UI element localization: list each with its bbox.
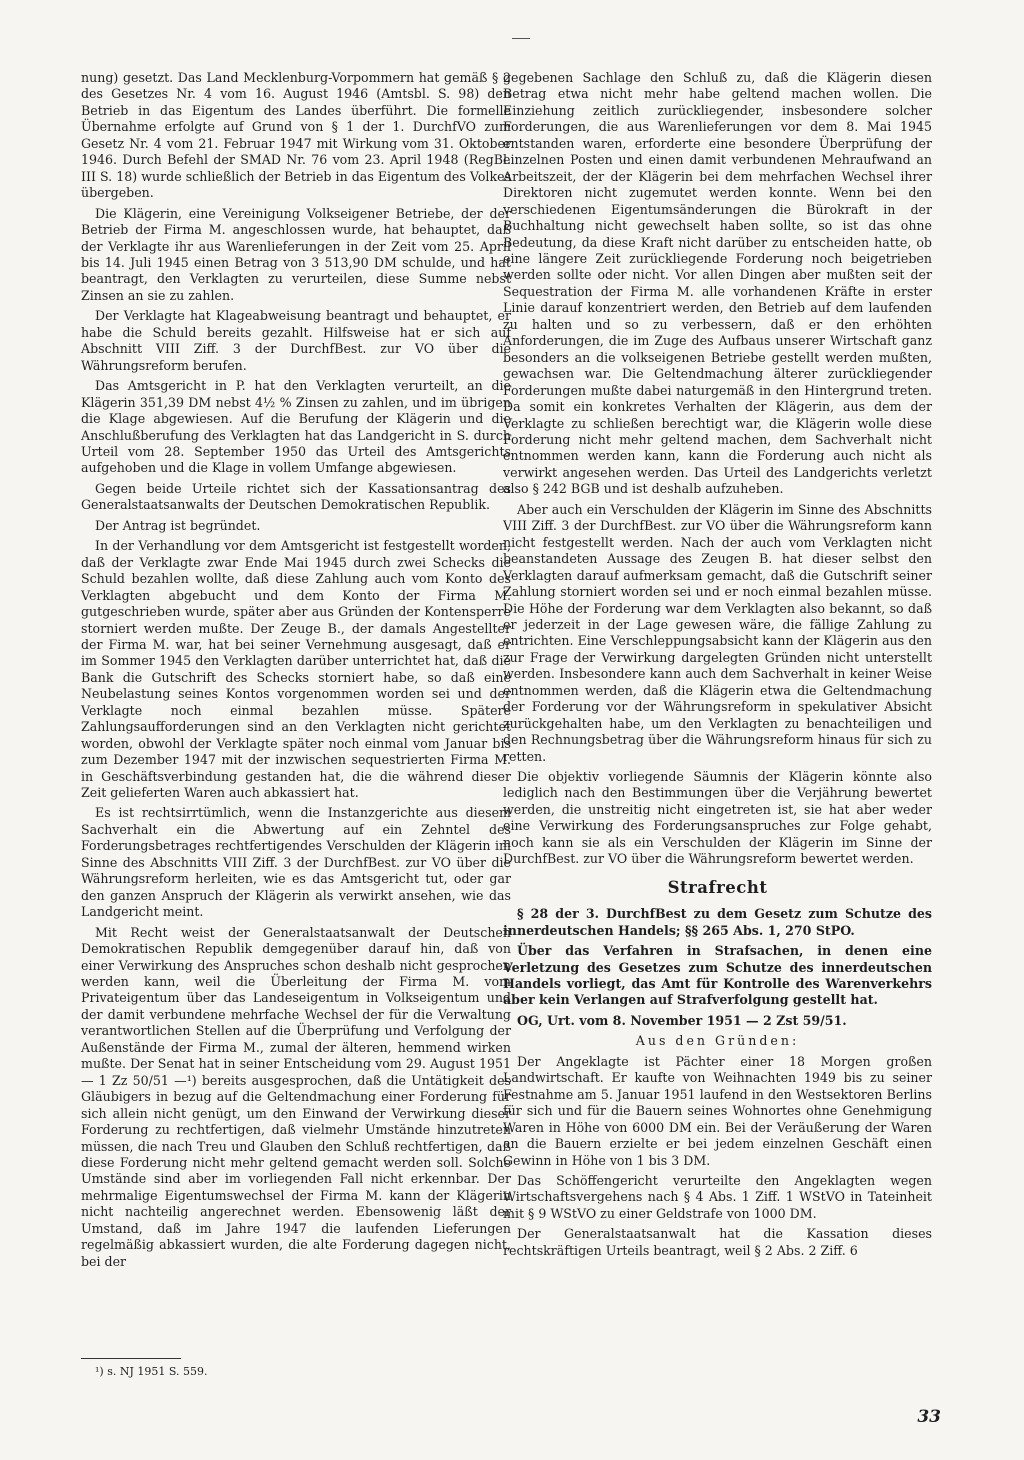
paragraph: Mit Recht weist der Generalstaatsanwalt der Deutschen Demokratischen Republik demgegenüber darauf hin, daß von einer Verwirkung des Anspruches schon deshalb nicht gesprochen werden kann, weil die Überleitung der Firma M. vom Privateigentum über das Landeseigentum in Volkseigentum und der damit verbundene mehrfache Wechsel der für die Verwaltung verantwortlichen Stellen auf die Überprüfung und Verfolgung der Außenstände der Firma M., zumal der älteren, hemmend wirken mußte. Der Senat hat in seiner Entscheidung vom 29. August 1951 — 1 Zz 50/51 —¹) bereits ausgesprochen, daß die Untätigkeit des Gläubigers in bezug auf die Geltendmachung einer Forderung für sich allein nicht genügt, um den Einwand der Verwirkung dieser Forderung zu rechtfertigen, daß vielmehr Umstände hinzutreten müssen, die nach Treu und Glauben den Schluß rechtfertigen, daß diese Forderung nicht mehr geltend gemacht werden soll. Solche Umstände sind aber im vorliegenden Fall nicht erkennbar. Der mehrmalige Eigentumswechsel der Firma M. kann der Klägerin nicht nachteilig angerechnet werden. Ebensowenig läßt der Umstand, daß im Jahre 1947 die laufenden Lieferungen regelmäßig abkassiert wurden, die alte Forderung dagegen nicht, bei der	[81, 924, 511, 1269]
top-mark	[512, 38, 530, 39]
paragraph: Der Angeklagte ist Pächter einer 18 Morgen großen Landwirtschaft. Er kaufte von Weihnachten 1949 bis zu seiner Festnahme am 5. Januar 1951 laufend in den Westsektoren Berlins für sich und für die Bauern seines Wohnortes ohne Genehmigung Waren in Höhe von 6000 DM ein. Bei der Veräußerung der Waren an die Bauern erzielte er bei jedem einzelnen Geschäft einen Gewinn in Höhe von 1 bis 3 DM.	[503, 1053, 932, 1168]
paragraph: Der Antrag ist begründet.	[95, 517, 261, 533]
right-column	[503, 70, 932, 1263]
case-citation: OG, Urt. vom 8. November 1951 — 2 Zst 59/51.	[517, 1012, 847, 1028]
section-heading: Strafrecht	[667, 877, 768, 897]
left-column	[81, 70, 511, 1274]
paragraph: Es ist rechtsirrtümlich, wenn die Instanzgerichte aus diesem Sachverhalt ein die Abwertung auf ein Zehntel des Forderungsbetrages rechtfertigendes Verschulden der Klägerin im Sinne des Abschnitts VIII Ziff. 3 der DurchfBest. zur VO über die Währungsreform herleiten, wie es das Amtsgericht tut, oder gar den ganzen Anspruch der Klägerin als verwirkt ansehen, wie das Landgericht meint.	[81, 805, 511, 920]
paragraph: Das Amtsgericht in P. hat den Verklagten verurteilt, an die Klägerin 351,39 DM nebst 4½ % Zinsen zu zahlen, und im übrigen die Klage abgewiesen. Auf die Berufung der Klägerin und die Anschlußberufung des Verklagten hat das Landgericht in S. durch Urteil vom 28. September 1950 das Urteil des Amtsgerichts aufgehoben und die Klage in vollem Umfange abgewiesen.	[81, 378, 511, 476]
paragraph: In der Verhandlung vor dem Amtsgericht ist festgestellt worden, daß der Verklagte zwar Ende Mai 1945 durch zwei Schecks die Schuld bezahlen wollte, daß diese Zahlung auch vom Konto des Verklagten abgebucht und dem Konto der Firma M. gutgeschrieben wurde, später aber aus Gründen der Kontensperre storniert werden mußte. Der Zeuge B., der damals Angestellter der Firma M. war, hat bei seiner Vernehmung ausgesagt, daß er im Sommer 1945 den Verklagten darüber unterrichtet hat, daß die Bank die Gutschrift des Schecks storniert habe, so daß eine Neubelastung seines Kontos vorgenommen worden sei und der Verklagte noch einmal bezahlen müsse. Spätere Zahlungsaufforderungen sind an den Verklagten nicht gerichtet worden, obwohl der Verklagte später noch einmal vom Januar bis zum Dezember 1947 mit der inzwischen sequestrierten Firma M. in Geschäftsverbindung gestanden hat, die die während dieser Zeit gelieferten Waren auch abkassiert hat.	[81, 538, 511, 801]
paragraph: Das Schöffengericht verurteilte den Angeklagten wegen Wirtschaftsvergehens nach § 4 Abs. 1 Ziff. 1 WStVO in Tateinheit mit § 9 WStVO zu einer Geldstrafe von 1000 DM.	[503, 1173, 932, 1221]
paragraph: Die Klägerin, eine Vereinigung Volkseigener Betriebe, der der Betrieb der Firma M. angeschlossen wurde, hat behauptet, daß der Verklagte ihr aus Warenlieferungen in der Zeit vom 25. April bis 14. Juli 1945 einen Betrag von 3 513,90 DM schulde, und hat beantragt, den Verklagten zu verurteilen, diese Summe nebst Zinsen an sie zu zahlen.	[81, 205, 511, 303]
paragraph: Gegen beide Urteile richtet sich der Kassationsantrag des Generalstaatsanwalts der Deutschen Demokratischen Republik.	[81, 480, 511, 513]
paragraph: Aber auch ein Verschulden der Klägerin im Sinne des Abschnitts VIII Ziff. 3 der DurchfBest. zur VO über die Währungsreform kann nicht festgestellt werden. Nach der auch vom Verklagten nicht beanstandeten Aussage des Zeugen B. hat dieser selbst den Verklagten darauf aufmerksam gemacht, daß die Gutschrift seiner Zahlung storniert worden sei und er noch einmal bezahlen müsse. Die Höhe der Forderung war dem Verklagten also bekannt, so daß er jederzeit in der Lage gewesen wäre, die fällige Zahlung zu entrichten. Eine Verschleppungsabsicht kann der Klägerin aus den zur Frage der Verwirkung dargelegten Gründen nicht unterstellt werden. Insbesondere kann auch dem Sachverhalt in keiner Weise entnommen werden, daß die Klägerin etwa die Geltendmachung der Forderung vor der Währungsreform in spekulativer Absicht zurückgehalten habe, um den Verklagten zu benachteiligen und den Rechnungsbetrag über die Währungsreform hinaus für sich zu retten.	[503, 501, 932, 764]
grounds-label: Aus den Gründen:	[635, 1033, 800, 1049]
footnote: ¹) s. NJ 1951 S. 559.	[95, 1365, 208, 1378]
paragraph: gegebenen Sachlage den Schluß zu, daß die Klägerin diesen Betrag etwa nicht mehr habe geltend machen wollen. Die Einziehung zeitlich zurückliegender, insbesondere solcher Forderungen, die aus Warenlieferungen vor dem 8. Mai 1945 entstanden waren, erforderte eine besondere Überprüfung der einzelnen Posten und einen damit verbundenen Mehraufwand an Arbeitszeit, der der Klägerin bei dem mehrfachen Wechsel ihrer Direktoren nicht zugemutet werden konnte. Wenn bei den verschiedenen Eigentumsänderungen die Bürokraft in der Buchhaltung nicht gewechselt haben sollte, so ist das ohne Bedeutung, da diese Kraft nicht darüber zu entscheiden hatte, ob eine längere Zeit zurückliegende Forderung noch beigetrieben werden sollte oder nicht. Vor allen Dingen aber mußten seit der Sequestration der Firma M. alle vorhandenen Kräfte in erster Linie darauf konzentriert werden, den Betrieb auf dem laufenden zu halten und so zu verbessern, daß er den erhöhten Anforderungen, die im Zuge des Aufbaus unserer Wirtschaft ganz besonders an die volkseigenen Betriebe gestellt werden mußten, gewachsen war. Die Geltendmachung älterer zurückliegender Forderungen mußte dabei naturgemäß in den Hintergrund treten. Da somit ein konkretes Verhalten der Klägerin, aus dem der Verklagte zu schließen berechtigt war, die Klägerin wolle diese Forderung nicht mehr geltend machen, dem Sachverhalt nicht entnommen werden kann, kann die Forderung auch nicht als verwirkt angesehen werden. Das Urteil des Landgerichts verletzt also § 242 BGB und ist deshalb aufzuheben.	[503, 70, 932, 497]
footnote-divider	[81, 1358, 181, 1359]
headnote-statute: § 28 der 3. DurchfBest zu dem Gesetz zum Schutze des innerdeutschen Handels; §§ 265 Abs. 1, 270 StPO.	[503, 906, 932, 938]
headnote-summary: Über das Verfahren in Strafsachen, in denen eine Verletzung des Gesetzes zum Schutze des innerdeutschen Handels vorliegt, das Amt für Kontrolle des Warenverkehrs aber kein Verlangen auf Strafverfolgung gestellt hat.	[503, 943, 932, 1008]
paragraph: Der Generalstaatsanwalt hat die Kassation dieses rechtskräftigen Urteils beantragt, weil § 2 Abs. 2 Ziff. 6	[503, 1226, 932, 1258]
paragraph: Die objektiv vorliegende Säumnis der Klägerin könnte also lediglich nach den Bestimmungen über die Verjährung bewertet werden, die unstreitig nicht eingetreten ist, sie hat aber weder eine Verwirkung des Forderungsanspruches zur Folge gehabt, noch kann sie als ein Verschulden der Klägerin im Sinne der DurchfBest. zur VO über die Währungsreform bewertet werden.	[503, 769, 932, 867]
paragraph: Der Verklagte hat Klageabweisung beantragt und behauptet, er habe die Schuld bereits gezahlt. Hilfsweise hat er sich auf Abschnitt VIII Ziff. 3 der DurchfBest. zur VO über die Währungsreform berufen.	[81, 308, 511, 373]
paragraph: nung) gesetzt. Das Land Mecklenburg-Vorpommern hat gemäß § 2 des Gesetzes Nr. 4 vom 16. August 1946 (Amtsbl. S. 98) den Betrieb in das Eigentum des Landes überführt. Die formelle Übernahme erfolgte auf Grund von § 1 der 1. DurchfVO zum Gesetz Nr. 4 vom 21. Februar 1947 mit Wirkung vom 31. Oktober 1946. Durch Befehl der SMAD Nr. 76 vom 23. April 1948 (RegBl. III S. 18) wurde schließlich der Betrieb in das Eigentum des Volkes übergeben.	[81, 70, 511, 201]
page-number: 33	[917, 1407, 941, 1427]
